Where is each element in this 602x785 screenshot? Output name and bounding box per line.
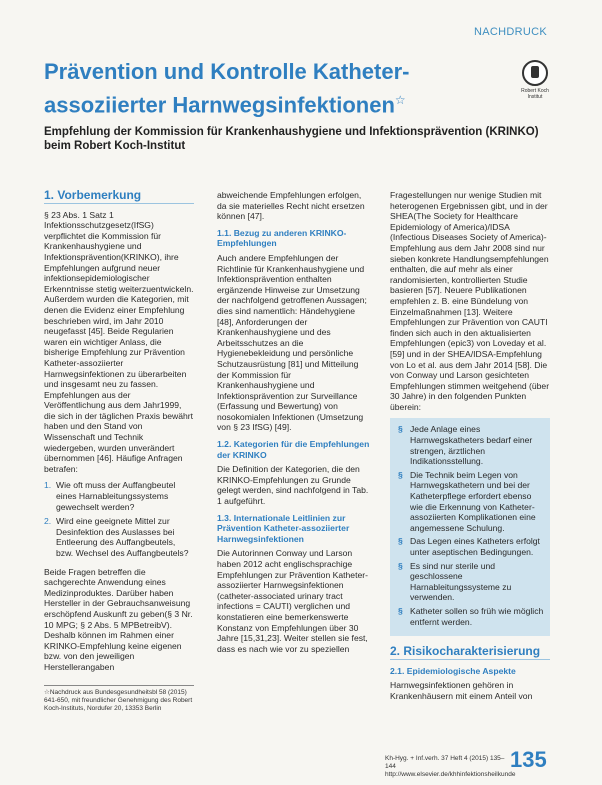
journal-url[interactable]: http://www.elsevier.de/khhinfektionsheilkunde [385,771,516,778]
article-title [44,58,424,119]
column-3 [390,190,550,708]
paragraph: Fragestellungen nur wenige Studien mit heterogenen Ergebnissen gibt, und in der SHEA(The Society for Healthcare Epidemiology of America)/IDSA (Infectious Diseases Society of America)-Empfehlung aus dem Jahr 2008 sind nur sieben konkrete Handlungsempfehlungen enthalten, die auf mehr als einer randomisierten, kontrollierten Studie basieren [57]. Neuere Publikationen empfehlen z. B. eine Bündelung von Einzelmaßnahmen [13]. Weitere Empfehlungen zur Prävention von CAUTI finden sich auch in den aktualisierten Empfehlungen (epic3) von Loveday et al. [59] und in der SHEA/IDSA-Empfehlung von Lo et al. aus dem Jahr 2014 [58]. Die von Conway und Larson gesichteten Empfehlungen stimmen weitgehend (über 30 Jahre) in den folgenden Punkten überein: [390,190,550,412]
box-item [396,470,544,534]
summary-box [390,418,550,636]
section-bullet-icon: § [398,424,403,435]
box-item-text: Das Legen eines Katheters erfolgt unter aseptischen Bedingungen. [410,536,540,557]
box-item-text: Jede Anlage eines Harnwegskatheters bedarf einer strengen, ärztlichen Indikationsstellung. [410,424,533,467]
question-list [44,480,194,558]
list-item: 1. Wie oft muss der Auffangbeutel eines Harnableitungssystems gewechselt werden? [44,480,176,512]
box-item-text: Die Technik beim Legen von Harnwegskathetern und bei der Katheterpflege erfordert ebenso wie die Erkennung von Katheter-assoziierten Komplikationen eine angemessene Schulung. [410,469,536,533]
footnote: ☆Nachdruck aus Bundesgesundheitsbl 58 (2015) 641-650, mit freundlicher Genehmigung des Robert Koch-Instituts, Nordufer 20, 13353 Berlin [44,685,194,713]
article-subtitle: Empfehlung der Kommission für Krankenhaushygiene und Infektionsprävention (KRINKO) beim Robert Koch-Institut [44,126,539,152]
box-item [396,536,544,557]
box-item [396,561,544,603]
paragraph: Harnwegsinfektionen gehören in Krankenhäusern mit einem Anteil von [390,680,533,701]
box-item-text: Katheter sollen so früh wie möglich entfernt werden. [410,605,544,627]
box-item-text: Es sind nur sterile und geschlossene Harnableitungssysteme zu verwenden. [410,560,512,603]
column-1 [44,190,194,679]
logo-caption: Robert Koch Institut [521,88,549,100]
section-bullet-icon: § [398,605,403,616]
section-bullet-icon: § [398,536,403,547]
subsection-heading-1-1: 1.1. Bezug zu anderen KRINKO-Empfehlungen [217,227,347,249]
citation-text: Kh-Hyg. + Inf.verh. 37 Heft 4 (2015) 135–144 [385,755,505,770]
list-item-text: Wird eine geeignete Mittel zur Desinfektion des Auslasses bei Entleerung des Auffangbeutels, bzw. Wechsel des Auffangbeutels? [56,516,189,558]
list-item: 2. Wird eine geeignete Mittel zur Desinfektion des Auslasses bei Entleerung des Auffangbeutels, bzw. Wechsel des Auffangbeutels? [44,516,189,558]
section-bullet-icon: § [398,469,403,480]
crossmark-logo[interactable] [520,60,550,100]
section-heading-risikocharakterisierung: 2. Risikocharakterisierung [390,646,550,660]
subsection-heading-2-1: 2.1. Epidemiologische Aspekte [390,665,516,676]
paragraph: Die Autorinnen Conway und Larson haben 2012 acht englischsprachige Empfehlungen zur Prävention Katheter-assoziierter Harnwegsinfektionen (catheter-associated urinary tract infections = CAUTI) verglichen und konstatieren eine bemerkenswerte Konstanz von Empfehlungen über 30 Jahre [15,31,23]. Weiter stellen sie fest, dass es nach wie vor zu speziellen [217,548,368,654]
title-footnote-mark: ☆ [394,93,406,107]
paragraph: Beide Fragen betreffen die sachgerechte Anwendung eines Medizinproduktes. Darüber haben Hersteller in der Gebrauchsanweisung erschöpfend Auskunft zu geben(§ 3 Nr. 10 MPG; § 2 Abs. 5 MPBetreibV). Deshalb können im Rahmen einer KRINKO-Empfehlung keine eigenen bzw. von den jeweiligen Herstellerangaben [44,566,193,672]
paragraph: Auch andere Empfehlungen der Richtlinie für Krankenhaushygiene und Infektionsprävention enthalten ergänzende Hinweise zur Umsetzung der nachfolgend getroffenen Aussagen; dies sind namentlich: Händehygiene [48], Anforderungen der Krankenhaushygiene und des Arbeitsschutzes an die Hygienebekleidung und persönliche Schutzausrüstung [81] und Mitteilung der Kommission für Krankenhaushygiene und Infektionsprävention zur Surveillance (Erfassung und Bewertung) von nosokomialen Infektionen (Umsetzung von § 23 IfSG) [49]. [217,252,367,433]
box-item [396,424,544,466]
section-bullet-icon: § [398,560,403,571]
paragraph: abweichende Empfehlungen erfolgen, da sie materielles Recht nicht ersetzen können [47]. [217,190,365,222]
page-number: 135 [510,747,547,772]
bookmark-icon [522,60,548,86]
paragraph: Die Definition der Kategorien, die den KRINKO-Empfehlungen zu Grunde gelegt werden, sind nachfolgend in Tab. 1 aufgeführt. [217,464,369,507]
article-title-text: Prävention und Kontrolle Katheter-assoziierter Harnwegsinfektionen [44,59,410,118]
column-2 [217,190,372,660]
subsection-heading-1-3: 1.3. Internationale Leitlinien zur Prävention Katheter-assoziierter Harnwegsinfektionen [217,512,350,544]
footer-citation [385,755,516,779]
box-item [396,606,544,627]
list-item-text: Wie oft muss der Auffangbeutel eines Harnableitungssystems gewechselt werden? [56,480,176,512]
subsection-heading-1-2: 1.2. Kategorien für die Empfehlungen der KRINKO [217,439,370,460]
section-heading-vorbemerkung: 1. Vorbemerkung [44,190,194,204]
section-tag: NACHDRUCK [474,26,547,38]
paragraph: § 23 Abs. 1 Satz 1 Infektionsschutzgesetz(IfSG) verpflichtet die Kommission für Krankenhaushygiene und Infektionsprävention(KRINKO), ihre Empfehlungen aufgrund neuer infektionsepidemiologischer Erkenntnisse stetig weiterzuentwickeln. Außerdem wurden die Kategorien, mit denen die Evidenz einer Empfehlung beschrieben wird, im Jahr 2010 neugefasst [45]. Beide Regularien waren ein wichtiger Anlass, die bisherige Empfehlung zur Prävention Katheter-assoziierter Harnwegsinfektionen zu überarbeiten und insgesamt neu zu fassen. Empfehlungen aus der Veröffentlichung aus dem Jahr1999, die sich in der täglichen Praxis bewährt haben und den Stand von Wissenschaft und Technik wiedergeben, wurden unverändert übernommen [46]. Häufige Anfragen betrafen: [44,209,194,474]
